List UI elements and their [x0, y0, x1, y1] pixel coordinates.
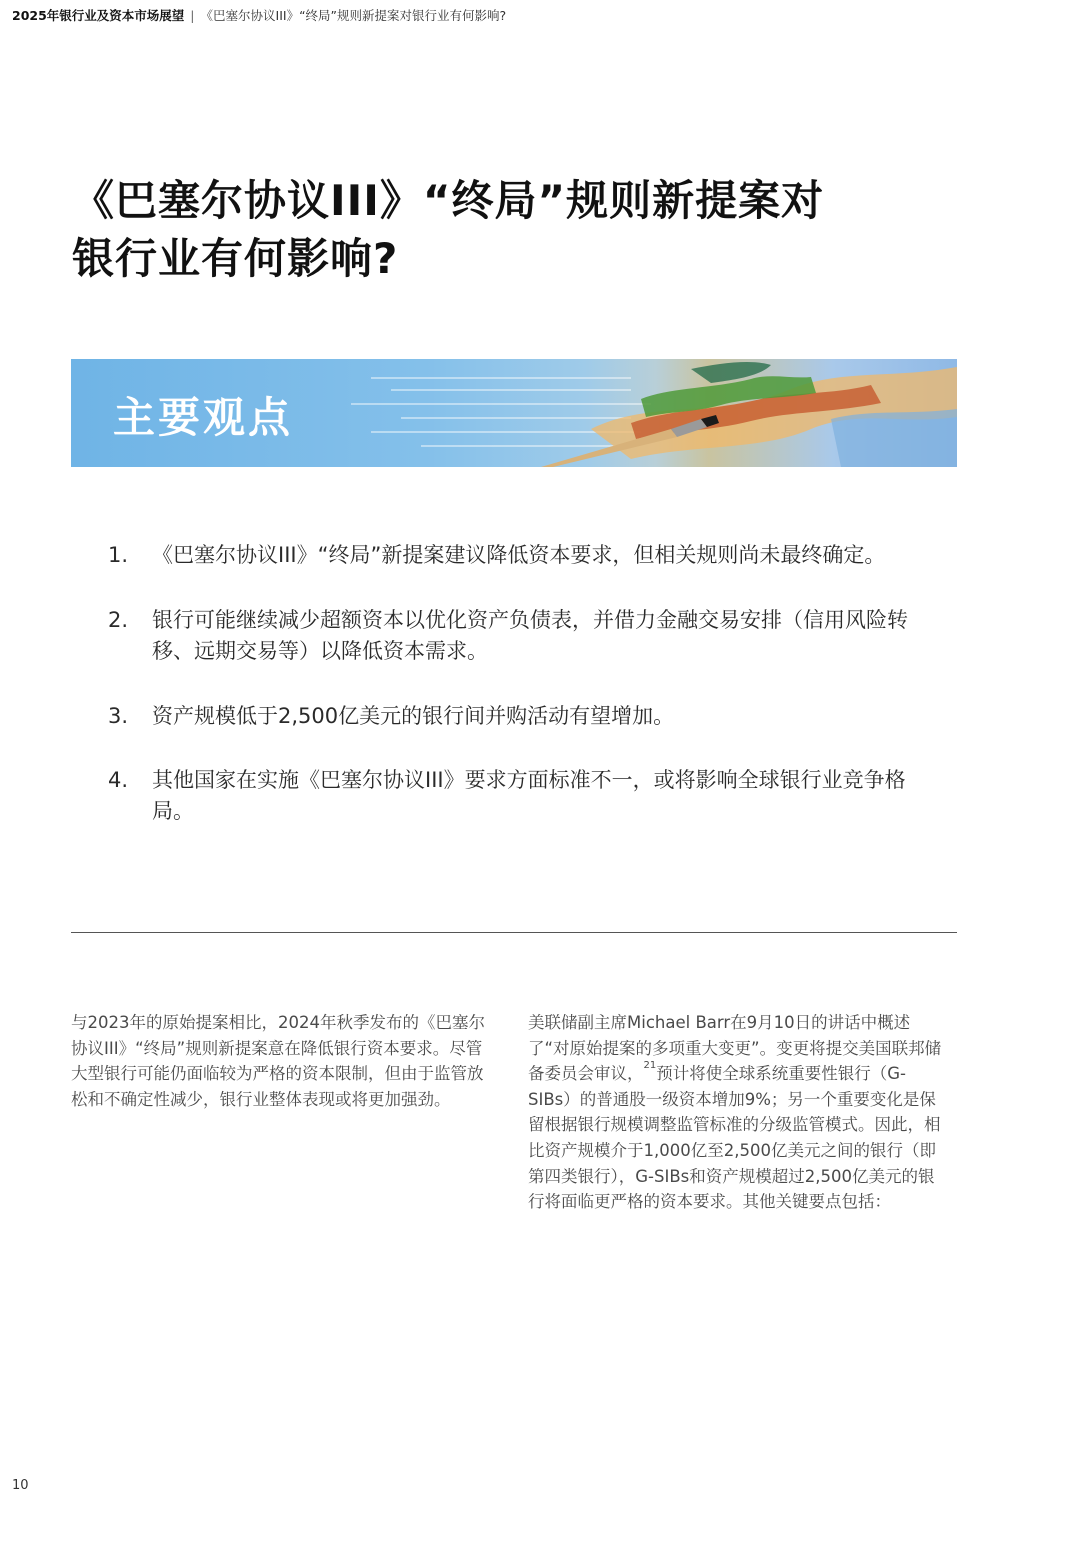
- body-paragraph-right: [528, 1010, 948, 1215]
- list-item-number: 3.: [108, 704, 129, 728]
- section-title: 《巴塞尔协议III》“终局”规则新提案对银行业有何影响?: [200, 8, 507, 23]
- page-title: [72, 172, 952, 288]
- list-item: [108, 540, 908, 571]
- report-title: 2025年银行业及资本市场展望: [12, 8, 185, 23]
- list-item-text: 银行可能继续减少超额资本以优化资产负债表，并借力金融交易安排（信用风险转移、远期交易等）以降低资本需求。: [152, 608, 908, 663]
- list-item-number: 4.: [108, 768, 129, 792]
- body-paragraph-left: 与2023年的原始提案相比，2024年秋季发布的《巴塞尔协议III》“终局”规则新提案意在降低银行资本要求。尽管大型银行可能仍面临较为严格的资本限制，但由于监管放松和不确定性减少，银行业整体表现或将更加强劲。: [71, 1013, 485, 1109]
- list-item-text: 资产规模低于2,500亿美元的银行间并购活动有望增加。: [152, 704, 675, 728]
- page-number: 10: [12, 1478, 29, 1493]
- body-text-part1: 美联储副主席Michael Barr在9月10日的讲话中概述了“对原始提案的多项重大变更”。变更将提交美国联邦储备委员会审议，: [528, 1013, 942, 1084]
- list-item-text: 《巴塞尔协议III》“终局”新提案建议降低资本要求，但相关规则尚未最终确定。: [152, 543, 886, 567]
- page-title-line2: 银行业有何影响?: [72, 234, 399, 283]
- page-title-line1: 《巴塞尔协议III》“终局”规则新提案对: [72, 176, 825, 225]
- list-item: [108, 765, 908, 827]
- banner-title: 主要观点: [113, 393, 294, 442]
- list-item-text: 其他国家在实施《巴塞尔协议III》要求方面标准不一，或将影响全球银行业竞争格局。: [152, 768, 906, 823]
- header-separator: |: [190, 8, 195, 23]
- list-item-number: 2.: [108, 608, 129, 632]
- footnote-marker: 21: [643, 1060, 657, 1072]
- running-header: [12, 6, 506, 24]
- section-divider: [71, 932, 957, 933]
- body-text-part2: 预计将使全球系统重要性银行（G-SIBs）的普通股一级资本增加9%；另一个重要变化是保留根据银行规模调整监管标准的分级监管模式。因此，相比资产规模介于1,000亿至2,500亿美元之间的银行（即第四类银行），G-SIBs和资产规模超过2,500亿美元的银行将面临更严格的资本要求。其他关键要点包括：: [528, 1064, 941, 1212]
- key-points-list: [108, 540, 908, 827]
- list-item: [108, 605, 908, 667]
- key-points-banner: [71, 359, 957, 467]
- list-item-number: 1.: [108, 543, 129, 567]
- list-item: [108, 701, 908, 732]
